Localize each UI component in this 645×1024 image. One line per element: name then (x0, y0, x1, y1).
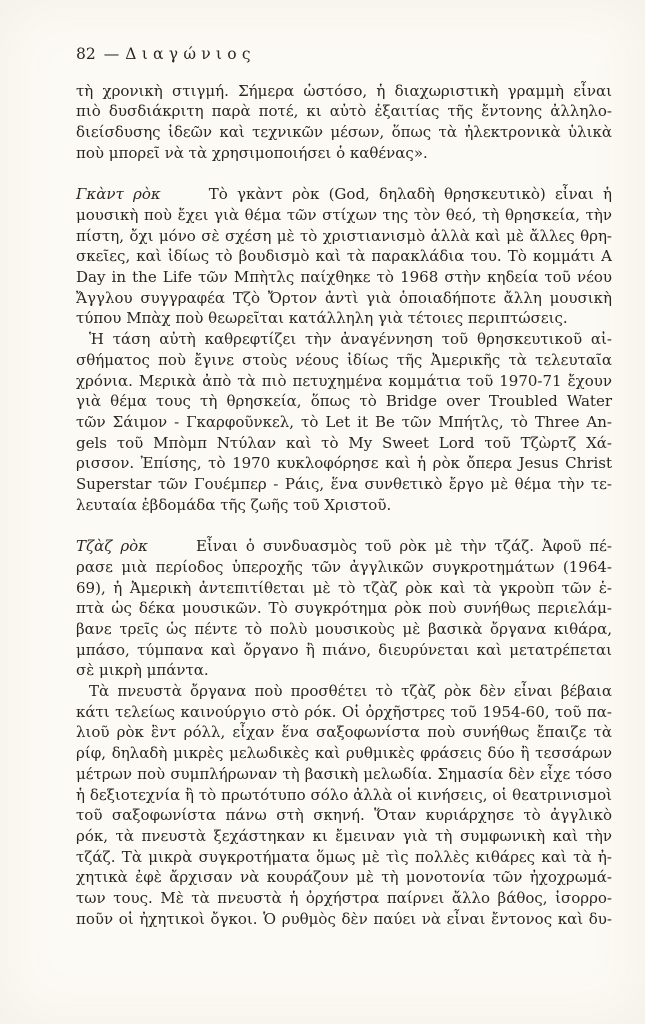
section-gap (76, 515, 612, 536)
text-line: 69), ἡ Ἀμερικὴ ἀντεπιτίθεται μὲ τὸ τζὰζ ρὸκ καὶ τὰ γκροὺπ τῶν ἑ- (76, 578, 612, 597)
text-line: βανε τρεῖς ὡς πέντε τὸ πολὺ μουσικοὺς μὲ βασικὰ ὄργανα κιθάρα, (76, 619, 612, 638)
text-line: ποὺ μπορεῖ νὰ τὰ χρησιμοποιήσει ὁ καθένας». (76, 143, 428, 162)
section-heading-god-rock: Γκὰντ ρὸκ (76, 185, 161, 204)
text-line: χητικὰ ἐφὲ ἄρχισαν νὰ κουράζουν μὲ τὴ μονοτονία τῶν ἠχοχρωμά- (76, 868, 612, 887)
text-line: τὴ χρονικὴ στιγμή. Σήμερα ὡστόσο, ἡ διαχωριστικὴ γραμμὴ εἶναι (76, 81, 612, 100)
text-line-fragment: Τὸ γκὰντ ρὸκ (God, δηλαδὴ θρησκευτικὸ) εἶναι ἡ (208, 185, 612, 204)
text-line: μέτρων ποὺ συμπλήρωναν τὴ βασικὴ μελωδία. Σημασία δὲν εἶχε τόσο (76, 764, 612, 783)
paragraph (76, 536, 612, 681)
paragraph (76, 681, 612, 929)
text-line: πτὰ ὡς δέκα μουσικῶν. Τὸ συγκρότημα ρὸκ ποὺ συνήθως περιελάμ- (76, 599, 612, 618)
text-line: τῶν Σάιμον - Γκαρφοῦνκελ, τὸ Let it Be τῶν Μπήτλς, τὸ Three An- (76, 412, 612, 431)
text-line: γιὰ θέμα τους τὴ θρησκεία, ὅπως τὸ Bridge over Troubled Water (76, 392, 612, 411)
page-number: 82 (76, 45, 96, 63)
text-line: σκεῖες, καὶ ἰδίως τὸ βουδισμὸ καὶ τὰ παρακλάδια του. Τὸ κομμάτι A (76, 247, 612, 266)
text-line (76, 184, 612, 205)
text-line (76, 536, 612, 557)
text-line: ἡ δεξιοτεχνία ἢ τὸ πρωτότυπο σόλο ἀλλὰ οἱ κινήσεις, οἱ θεατρινισμοὶ (76, 785, 612, 804)
section-god-rock (76, 184, 612, 515)
text-line: Ἡ τάση αὐτὴ καθρεφτίζει τὴν ἀναγέννηση τοῦ θρησκευτικοῦ αἰ- (89, 330, 612, 349)
text-line-fragment: Εἶναι ὁ συνδυασμὸς τοῦ ρὸκ μὲ τὴν τζάζ. Ἀφοῦ πέ- (196, 537, 612, 556)
text-line: ρίφ, δηλαδὴ μικρὲς μελωδικὲς καὶ ρυθμικὲς φράσεις δύο ἢ τεσσάρων (76, 744, 612, 763)
text-line: μουσικὴ ποὺ ἔχει γιὰ θέμα τῶν στίχων της τὸν θεό, τὴ θρησκεία, τὴν (76, 205, 612, 224)
text-line: μπάσο, τύμπανα καὶ ὄργανο ἢ πιάνο, διευρύνεται καὶ μετατρέπεται (76, 640, 612, 659)
section-gap (76, 164, 612, 185)
text-line: Ἄγγλου συγγραφέα Τζὸ Ὄρτον ἀντὶ γιὰ ὁποιαδήποτε ἄλλη μουσικὴ (76, 288, 612, 307)
text-line: των τους. Μὲ τὰ πνευστὰ ἡ ὀρχήστρα παίρνει ἄλλο βάθος, ἰσορρο- (76, 889, 612, 908)
text-line: διείσδυσης ἰδεῶν καὶ τεχνικῶν μέσων, ὅπως τὰ ἠλεκτρονικὰ ὑλικὰ (76, 123, 612, 142)
text-line: Τὰ πνευστὰ ὄργανα ποὺ προσθέτει τὸ τζὰζ ρὸκ δὲν εἶναι βέβαια (89, 682, 612, 701)
text-line: ρασε μιὰ περίοδος ὑπεροχῆς τῶν ἀγγλικῶν συγκροτημάτων (1964- (76, 557, 612, 576)
text-line: σὲ μικρὴ μπάντα. (76, 661, 209, 680)
text-line: πίστη, ὄχι μόνο σὲ σχέση μὲ τὸ χριστιανισμὸ ἀλλὰ καὶ μὲ ἄλλες θρη- (76, 226, 612, 245)
text-line: τζάζ. Τὰ μικρὰ συγκροτήματα ὅμως μὲ τὶς πολλὲς κιθάρες καὶ τὰ ἠ- (76, 847, 612, 866)
section-jazz-rock (76, 536, 612, 929)
text-line: σθήματος ποὺ ἔγινε στοὺς νέους ἰδίως τῆς Ἀμερικῆς τὰ τελευταῖα (76, 350, 612, 369)
text-line: τοῦ σαξοφωνίστα πάνω στὴ σκηνή. Ὅταν κυριάρχησε τὸ ἀγγλικὸ (76, 806, 612, 825)
running-header (76, 44, 612, 65)
continuation-paragraph (76, 81, 612, 164)
paragraph (76, 184, 612, 329)
text-line: πιὸ δυσδιάκριτη παρὰ ποτέ, κι αὐτὸ ἐξαιτίας τῆς ἔντονης ἀλληλο- (76, 102, 612, 121)
text-line: ποῦν οἱ ἠχητικοὶ ὄγκοι. Ὁ ρυθμὸς δὲν παύει νὰ εἶναι ἔντονος καὶ δυ- (76, 909, 612, 928)
text-line: λιοῦ ρὸκ ἒντ ρόλλ, εἶχαν ἕνα σαξοφωνίστα ποὺ συνήθως ἔπαιζε τὰ (76, 723, 612, 742)
text-line: χρόνια. Μερικὰ ἀπὸ τὰ πιὸ πετυχημένα κομμάτια τοῦ 1970-71 ἔχουν (76, 371, 612, 390)
text-line: ρόκ, τὰ πνευστὰ ξεχάστηκαν κι ἔμειναν γιὰ τὴ συμφωνικὴ καὶ τὴν (76, 826, 612, 845)
text-line: Superstar τῶν Γουέμπερ - Ράις, ἕνα συνθετικὸ ἔργο μὲ θέμα τὴν τε- (76, 475, 612, 494)
journal-title: Διαγώνιος (125, 45, 256, 63)
text-block (76, 44, 612, 930)
text-line: λευταία ἑβδομάδα τῆς ζωῆς τοῦ Χριστοῦ. (76, 495, 392, 514)
text-line: τύπου Μπὰχ ποὺ θεωρεῖται κατάλληλη γιὰ τέτοιες περιπτώσεις. (76, 309, 568, 328)
text-line: gels τοῦ Μπὸμπ Ντύλαν καὶ τὸ My Sweet Lord τοῦ Τζὼρτζ Χά- (76, 433, 612, 452)
text-line: ρισσον. Ἐπίσης, τὸ 1970 κυκλοφόρησε καὶ ἡ ρὸκ ὄπερα Jesus Christ (76, 454, 612, 473)
text-line: κάτι τελείως καινούργιο στὸ ρόκ. Οἱ ὀρχῆστρες τοῦ 1954-60, τοῦ πα- (76, 702, 612, 721)
header-dash: — (103, 45, 120, 63)
paragraph (76, 329, 612, 515)
section-heading-jazz-rock: Τζὰζ ρὸκ (76, 537, 149, 556)
text-line: Day in the Life τῶν Μπὴτλς παίχθηκε τὸ 1968 στὴν κηδεία τοῦ νέου (76, 268, 612, 287)
